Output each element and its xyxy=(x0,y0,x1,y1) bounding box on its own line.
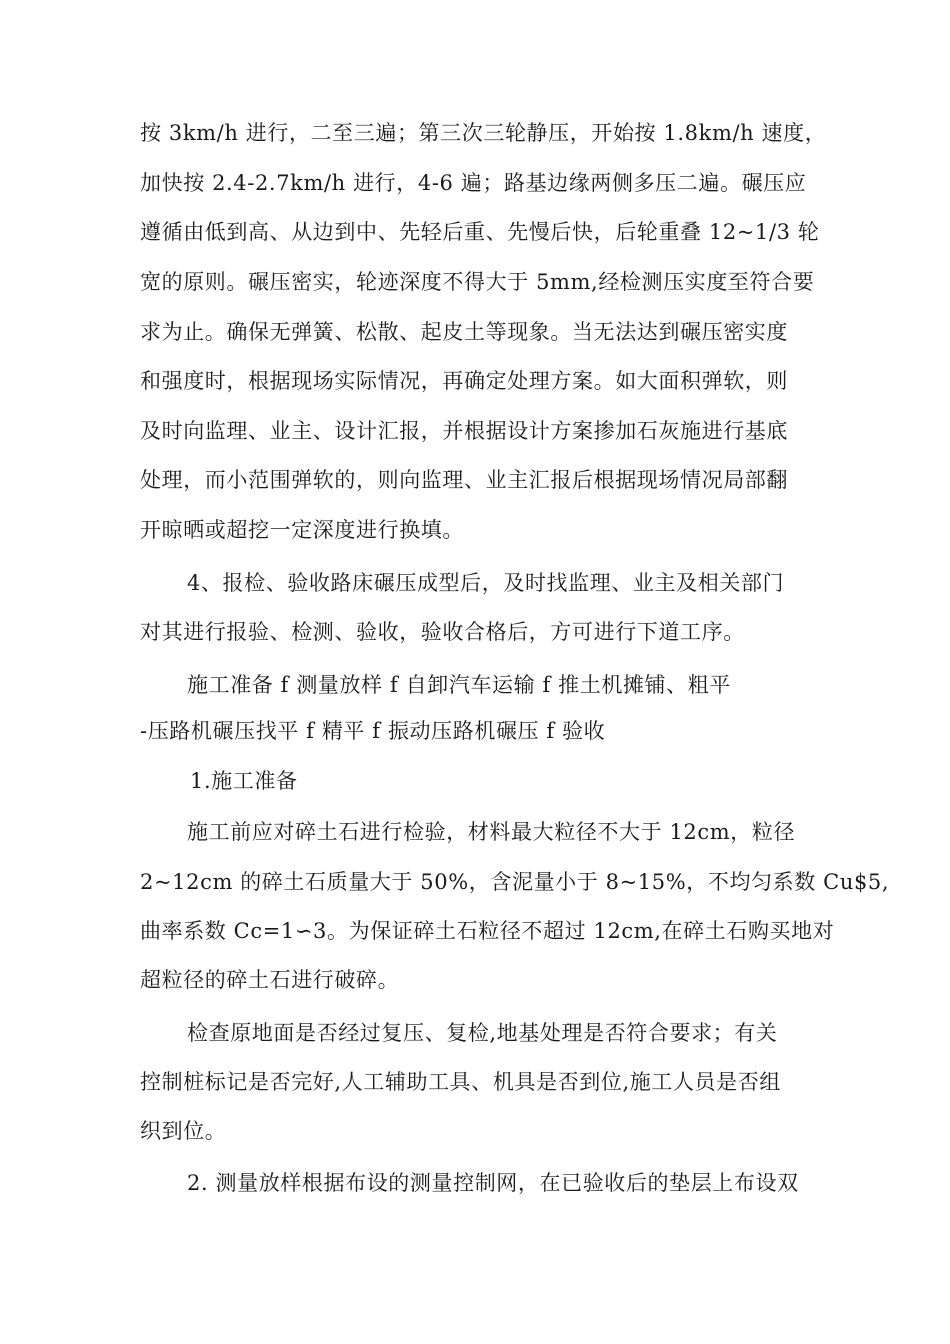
text-line: 对其进行报验、检测、验收，验收合格后，方可进行下道工序。 xyxy=(140,620,745,644)
text-line: 2~12cm 的碎土石质量大于 50%，含泥量小于 8~15%，不均匀系数 Cu$5, xyxy=(140,870,890,894)
text-line: 2. 测量放样根据布设的测量控制网，在已验收后的垫层上布设双 xyxy=(187,1171,799,1195)
text-line: 求为止。确保无弹簧、松散、起皮土等现象。当无法达到碾压密实度 xyxy=(140,320,788,344)
text-line: 施工前应对碎土石进行检验，材料最大粒径不大于 12cm，粒径 xyxy=(187,820,796,844)
text-line: 施工准备 f 测量放样 f 自卸汽车运输 f 推土机摊铺、粗平 xyxy=(187,673,731,697)
text-line: 超粒径的碎土石进行破碎。 xyxy=(140,968,400,992)
text-line: 及时向监理、业主、设计汇报，并根据设计方案掺加石灰施进行基底 xyxy=(140,419,788,443)
text-line: 和强度时，根据现场实际情况，再确定处理方案。如大面积弹软，则 xyxy=(140,369,788,393)
text-line: 按 3km/h 进行，二至三遍；第三次三轮静压，开始按 1.8km/h 速度， xyxy=(140,121,827,145)
text-line: 4、报检、验收路床碾压成型后，及时找监理、业主及相关部门 xyxy=(187,571,785,595)
text-line: -压路机碾压找平 f 精平 f 振动压路机碾压 f 验收 xyxy=(140,719,606,743)
text-line: 开晾晒或超挖一定深度进行换填。 xyxy=(140,518,464,542)
text-line: 检查原地面是否经过复压、复检,地基处理是否符合要求；有关 xyxy=(187,1021,778,1045)
text-line: 控制桩标记是否完好,人工辅助工具、机具是否到位,施工人员是否组 xyxy=(140,1070,781,1094)
text-line: 曲率系数 Cc=1∽3。为保证碎土石粒径不超过 12cm,在碎土石购买地对 xyxy=(140,919,835,943)
text-line: 遵循由低到高、从边到中、先轻后重、先慢后快，后轮重叠 12~1/3 轮 xyxy=(140,220,820,244)
section-heading: 1.施工准备 xyxy=(190,769,298,793)
text-line: 织到位。 xyxy=(140,1119,227,1143)
text-line: 处理，而小范围弹软的，则向监理、业主汇报后根据现场情况局部翻 xyxy=(140,468,788,492)
text-line: 加快按 2.4-2.7km/h 进行，4-6 遍；路基边缘两侧多压二遍。碾压应 xyxy=(140,171,807,195)
text-line: 宽的原则。碾压密实，轮迹深度不得大于 5mm,经检测压实度至符合要 xyxy=(140,270,815,294)
